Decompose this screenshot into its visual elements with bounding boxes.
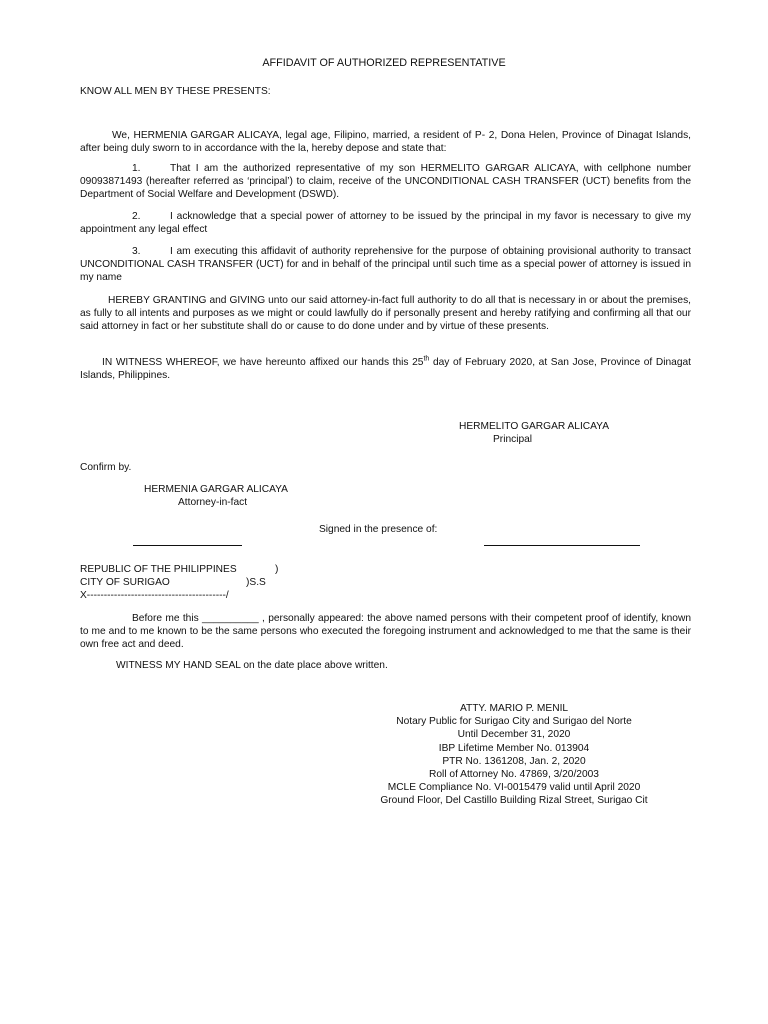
document-title: AFFIDAVIT OF AUTHORIZED REPRESENTATIVE (262, 57, 506, 69)
notary-name: ATTY. MARIO P. MENIL (459, 703, 569, 714)
witness-superscript: th (423, 355, 430, 363)
granting-paragraph: HEREBY GRANTING and GIVING unto our said attorney-in-fact full authority to do all that is necessary in or about the premises, as fully to all intents and purposes as we might or could lawfully do if personally present and hereby ratifying and confirming all that our said attorney in fact or her substitute shall do or cause to do done under and by virtue of these presents. (80, 295, 691, 333)
witness-whereof-paragraph (80, 356, 691, 382)
before-me-paragraph: Before me this __________ , personally appeared: the above named persons with their competent proof of identify, known to me and to me known to be the same persons who executed the foregoing instrument and acknowledged to me that the same is their own free act and deed. (80, 613, 691, 651)
notary-block (300, 702, 728, 808)
item-text: I am executing this affidavit of authority reprehensive for the purpose of obtaining provisional authority to transact UNCONDITIONAL CASH TRANSFER (UCT) for and in behalf of the principal until such time as a special power of attorney is issued in my name (80, 246, 691, 284)
item-text: That I am the authorized representative of my son HERMELITO GARGAR ALICAYA, with cellphone number 09093871493 (hereafter referred as ‘principal’) to claim, receive of the UNCONDITIONAL CASH TRANSFER (UCT) benefits from the Department of Social Welfare and Development (DSWD). (80, 163, 691, 201)
notary-commission: Notary Public for Surigao City and Surigao del Norte (396, 716, 632, 728)
witness-signature-line-left (133, 545, 242, 546)
notary-roll: Roll of Attorney No. 47869, 3/20/2003 (429, 769, 599, 781)
item-2 (80, 210, 691, 236)
item-1 (80, 162, 691, 202)
item-number: 1. (132, 163, 141, 174)
venue-republic-paren: ) (275, 564, 279, 575)
notary-ibp: IBP Lifetime Member No. 013904 (438, 742, 590, 754)
notary-ptr: PTR No. 1361208, Jan. 2, 2020 (442, 755, 586, 767)
notary-mcle: MCLE Compliance No. VI-0015479 valid until April 2020 (387, 782, 641, 794)
notary-address: Ground Floor, Del Castillo Building Rizal Street, Surigao Cit (380, 795, 648, 807)
witness-text-start: IN WITNESS WHEREOF, we have hereunto affixed our hands this 25 (102, 357, 424, 368)
item-text: I acknowledge that a special power of attorney to be issued by the principal in my favor is necessary to give my appointment any legal effect (80, 211, 691, 236)
venue-city: CITY OF SURIGAO (80, 577, 170, 588)
confirm-label: Confirm by. (80, 462, 132, 473)
item-number: 3. (132, 246, 141, 257)
witness-text-end: day of February 2020, at San Jose, Province of Dinagat Islands, Philippines. (80, 357, 692, 382)
attorney-role: Attorney-in-fact (178, 497, 248, 508)
principal-name: HERMELITO GARGAR ALICAYA (459, 421, 610, 432)
signed-presence-label: Signed in the presence of: (319, 524, 438, 535)
item-3 (80, 245, 691, 285)
witness-hand-seal: WITNESS MY HAND SEAL on the date place above written. (116, 660, 388, 671)
venue-republic: REPUBLIC OF THE PHILIPPINES (80, 564, 237, 575)
venue-x-line: X-----------------------------------------/ (80, 590, 229, 601)
notary-until: Until December 31, 2020 (457, 729, 571, 741)
venue-ss: )S.S (246, 577, 266, 588)
intro-paragraph: We, HERMENIA GARGAR ALICAYA, legal age, Filipino, married, a resident of P- 2, Dona Helen, Province of Dinagat Islands, after being duly sworn to in accordance with the la, hereby depose and state that: (80, 130, 691, 155)
attorney-name: HERMENIA GARGAR ALICAYA (144, 484, 288, 495)
witness-signature-line-right (484, 545, 640, 546)
item-number: 2. (132, 211, 141, 222)
principal-role: Principal (493, 434, 533, 445)
opening-line: KNOW ALL MEN BY THESE PRESENTS: (80, 86, 271, 97)
